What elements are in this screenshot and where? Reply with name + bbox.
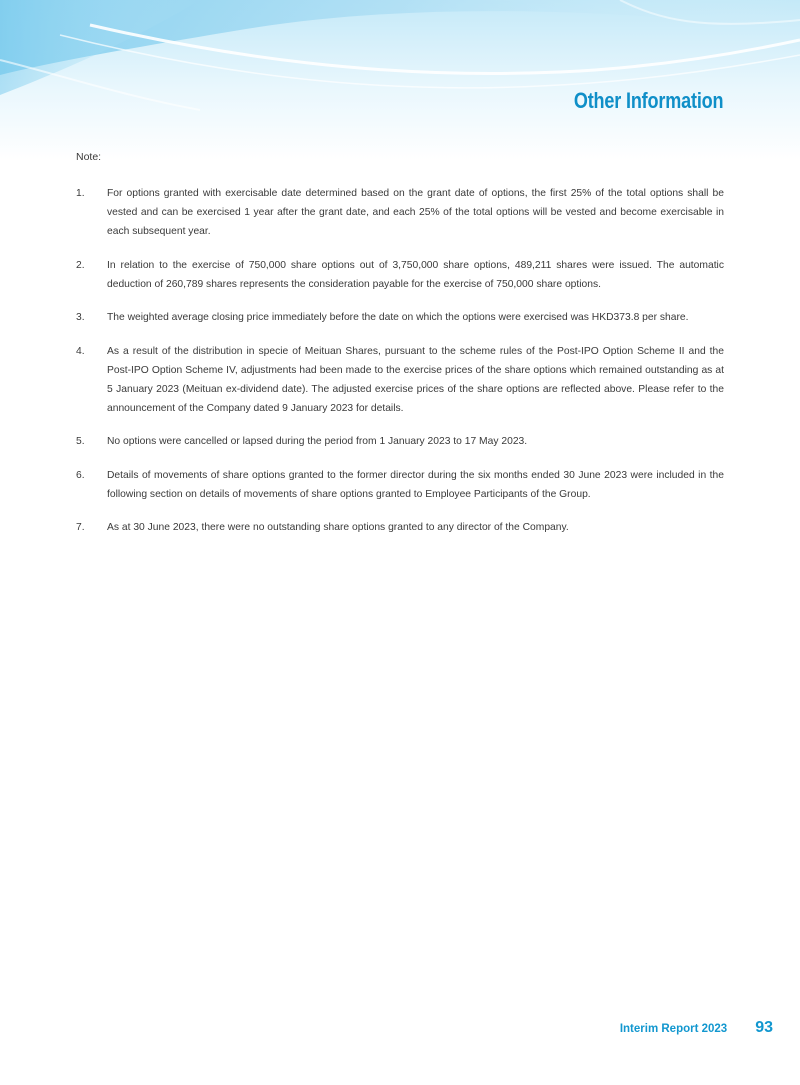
note-text: For options granted with exercisable date determined based on the grant date of options, the first 25% of the total options shall be vested and can be exercised 1 year after the grant date, and each 25% of the total options will be vested and become exercisable in each subsequent year. (107, 188, 724, 237)
note-number: 7. (76, 522, 85, 533)
note-number: 1. (76, 188, 85, 199)
note-item (76, 256, 724, 294)
note-item (76, 466, 724, 504)
note-item (76, 308, 724, 327)
page-number: 93 (755, 1019, 773, 1036)
note-text: The weighted average closing price immediately before the date on which the options were exercised was HKD373.8 per share. (107, 312, 689, 323)
note-number: 5. (76, 436, 85, 447)
header-banner (0, 0, 800, 160)
note-text: Details of movements of share options granted to the former director during the six months ended 30 June 2023 were included in the following section on details of movements of share options granted to Employee Participants of the Group. (107, 469, 724, 500)
note-text: As a result of the distribution in specie of Meituan Shares, pursuant to the scheme rules of the Post-IPO Option Scheme II and the Post-IPO Option Scheme IV, adjustments had been made to the exercise prices of the share options which remained outstanding as at 5 January 2023 (Meituan ex-dividend date). The adjusted exercise prices of the share options are reflected above. Please refer to the announcement of the Company dated 9 January 2023 for details. (107, 345, 724, 414)
notes-list (76, 184, 724, 552)
note-text: No options were cancelled or lapsed during the period from 1 January 2023 to 17 May 2023. (107, 436, 528, 447)
note-number: 2. (76, 259, 85, 271)
section-title: Other Information (573, 88, 723, 113)
footer-report-name: Interim Report 2023 (619, 1023, 728, 1035)
note-number: 3. (76, 312, 85, 323)
note-text: As at 30 June 2023, there were no outstanding share options granted to any director of the Company. (107, 522, 569, 533)
note-item (76, 432, 724, 451)
note-label: Note: (76, 151, 102, 163)
page-footer (620, 1019, 773, 1037)
note-number: 4. (76, 345, 85, 357)
banner-swoosh-graphic (0, 0, 800, 160)
note-number: 6. (76, 469, 85, 481)
note-item (76, 342, 724, 418)
note-text: In relation to the exercise of 750,000 share options out of 3,750,000 share options, 489,211 shares were issued. The automatic deduction of 260,789 shares represents the consideration payable for the exercise of 750,000 share options. (107, 259, 724, 290)
note-item (76, 518, 724, 537)
note-item (76, 184, 724, 241)
